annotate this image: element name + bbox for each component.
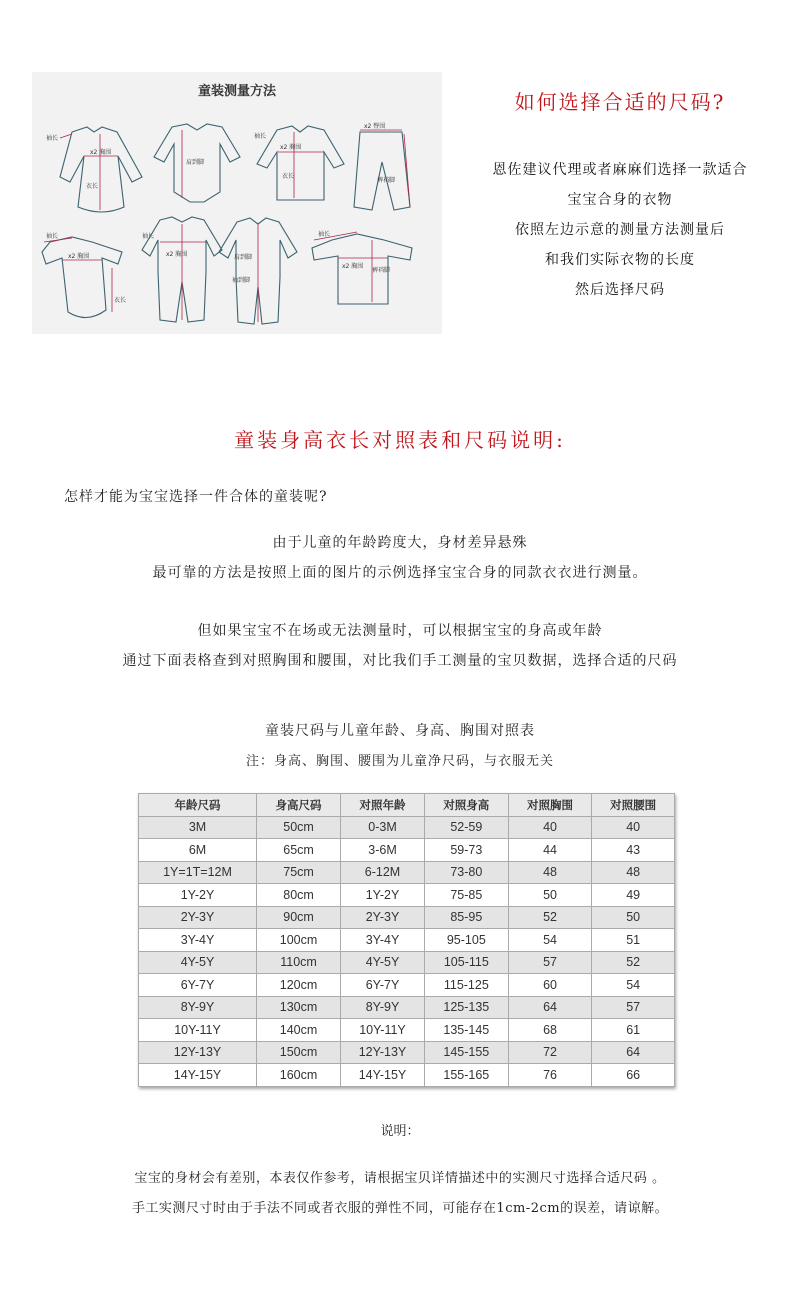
table-cell: 48 xyxy=(508,861,592,884)
measure-panel-title: 童装测量方法 xyxy=(197,84,276,99)
chest-label-1: x2 胸围 xyxy=(90,149,112,156)
table-row xyxy=(139,861,675,884)
table-cell: 73-80 xyxy=(424,861,508,884)
table-cell: 6-12M xyxy=(341,861,425,884)
chest-label-3: x2 胸围 xyxy=(68,253,90,260)
how-to-line: 恩佐建议代理或者麻麻们选择一款适合 xyxy=(492,162,748,178)
paragraph-line: 最可靠的方法是按照上面的图片的示例选择宝宝合身的同款衣衣进行测量。 xyxy=(152,565,648,581)
table-cell: 3Y-4Y xyxy=(341,929,425,952)
to-ankle-label: 袖到脚 xyxy=(232,277,251,284)
table-row xyxy=(139,1064,675,1087)
table-cell: 14Y-15Y xyxy=(139,1064,257,1087)
table-cell: 52-59 xyxy=(424,816,508,839)
hips-label: x2 臀围 xyxy=(364,123,386,130)
sleeve-label-4: 袖长 xyxy=(142,233,155,240)
table-cell: 3M xyxy=(139,816,257,839)
column-header: 身高尺码 xyxy=(257,794,341,817)
table-cell: 95-105 xyxy=(424,929,508,952)
table-cell: 43 xyxy=(592,839,675,862)
explanation-text xyxy=(0,1164,800,1224)
table-cell: 105-115 xyxy=(424,951,508,974)
table-cell: 120cm xyxy=(257,974,341,997)
length-label-2: 衣长 xyxy=(282,173,295,180)
column-header: 对照胸围 xyxy=(508,794,592,817)
how-to-line: 宝宝合身的衣物 xyxy=(567,192,673,208)
table-cell: 140cm xyxy=(257,1019,341,1042)
chest-label-4: x2 胸围 xyxy=(166,251,188,258)
crotch-label-1: 肩到脚 xyxy=(186,159,205,166)
table-row xyxy=(139,1019,675,1042)
column-header: 对照年龄 xyxy=(341,794,425,817)
table-cell: 72 xyxy=(508,1041,592,1064)
explanation-line: 宝宝的身材会有差别，本表仅作参考，请根据宝贝详情描述中的实测尺寸选择合适尺码 。 xyxy=(134,1171,666,1186)
table-note: 注：身高、胸围、腰围为儿童净尺码，与衣服无关 xyxy=(245,754,554,769)
table-row xyxy=(139,996,675,1019)
table-cell: 50 xyxy=(508,884,592,907)
table-cell: 155-165 xyxy=(424,1064,508,1087)
table-cell: 115-125 xyxy=(424,974,508,997)
table-cell: 76 xyxy=(508,1064,592,1087)
table-cell: 2Y-3Y xyxy=(341,906,425,929)
table-row xyxy=(139,884,675,907)
romper-outline xyxy=(42,237,122,318)
table-cell: 50 xyxy=(592,906,675,929)
measurement-illustration xyxy=(32,72,442,334)
length-label-1: 衣长 xyxy=(86,183,99,190)
shirt-outline xyxy=(257,126,344,200)
chest-label-2: x2 胸围 xyxy=(280,144,302,151)
table-row xyxy=(139,929,675,952)
table-cell: 90cm xyxy=(257,906,341,929)
table-cell: 4Y-5Y xyxy=(139,951,257,974)
table-cell: 145-155 xyxy=(424,1041,508,1064)
table-cell: 48 xyxy=(592,861,675,884)
table-cell: 52 xyxy=(592,951,675,974)
table-cell: 44 xyxy=(508,839,592,862)
length-label-3: 衣长 xyxy=(114,297,127,304)
how-to-line: 和我们实际衣物的长度 xyxy=(545,252,695,268)
paragraph-line: 由于儿童的年龄跨度大，身材差异悬殊 xyxy=(272,535,528,551)
table-cell: 64 xyxy=(592,1041,675,1064)
table-cell: 85-95 xyxy=(424,906,508,929)
garment-diagrams xyxy=(32,72,442,334)
table-cell: 100cm xyxy=(257,929,341,952)
table-cell: 54 xyxy=(508,929,592,952)
inseam-label-1: 裤裆脚 xyxy=(377,177,396,184)
table-row xyxy=(139,951,675,974)
table-cell: 130cm xyxy=(257,996,341,1019)
sleeve-label-3: 袖长 xyxy=(46,233,59,240)
table-cell: 135-145 xyxy=(424,1019,508,1042)
table-cell: 68 xyxy=(508,1019,592,1042)
table-title: 童装尺码与儿童年龄、身高、胸围对照表 xyxy=(265,723,535,739)
table-row xyxy=(139,816,675,839)
table-cell: 8Y-9Y xyxy=(341,996,425,1019)
chest-label-5: x2 胸围 xyxy=(342,263,364,270)
table-cell: 160cm xyxy=(257,1064,341,1087)
sleeve-label-2: 袖长 xyxy=(254,133,267,140)
table-cell: 40 xyxy=(508,816,592,839)
table-row xyxy=(139,974,675,997)
table-body xyxy=(139,816,675,1086)
table-cell: 51 xyxy=(592,929,675,952)
section-title: 童装身高衣长对照表和尺码说明: xyxy=(234,428,566,452)
table-cell: 1Y-2Y xyxy=(139,884,257,907)
table-cell: 6Y-7Y xyxy=(341,974,425,997)
table-cell: 12Y-13Y xyxy=(341,1041,425,1064)
inseam-label-2: 裤裆脚 xyxy=(372,267,391,274)
table-row xyxy=(139,839,675,862)
table-cell: 10Y-11Y xyxy=(139,1019,257,1042)
table-cell: 59-73 xyxy=(424,839,508,862)
table-cell: 57 xyxy=(592,996,675,1019)
table-cell: 3-6M xyxy=(341,839,425,862)
paragraph-line: 通过下面表格查到对照胸围和腰围，对比我们手工测量的宝贝数据，选择合适的尺码 xyxy=(122,653,678,669)
table-header-row xyxy=(139,794,675,817)
column-header: 对照身高 xyxy=(424,794,508,817)
table-cell: 50cm xyxy=(257,816,341,839)
table-cell: 3Y-4Y xyxy=(139,929,257,952)
table-cell: 60 xyxy=(508,974,592,997)
table-cell: 4Y-5Y xyxy=(341,951,425,974)
how-to-text xyxy=(460,155,780,305)
how-to-title: 如何选择合适的尺码? xyxy=(514,90,726,114)
table-cell: 6Y-7Y xyxy=(139,974,257,997)
column-header: 年龄尺码 xyxy=(139,794,257,817)
table-cell: 150cm xyxy=(257,1041,341,1064)
table-cell: 54 xyxy=(592,974,675,997)
how-to-line: 依照左边示意的测量方法测量后 xyxy=(515,222,725,238)
table-cell: 2Y-3Y xyxy=(139,906,257,929)
table-cell: 64 xyxy=(508,996,592,1019)
how-to-line: 然后选择尺码 xyxy=(575,282,665,298)
sleeve-label-1: 袖长 xyxy=(46,135,59,142)
size-table xyxy=(138,793,675,1087)
table-cell: 52 xyxy=(508,906,592,929)
table-cell: 125-135 xyxy=(424,996,508,1019)
table-cell: 12Y-13Y xyxy=(139,1041,257,1064)
paragraph-1 xyxy=(0,528,800,588)
table-row xyxy=(139,1041,675,1064)
explanation-line: 手工实测尺寸时由于手法不同或者衣服的弹性不同，可能存在1cm-2cm的误差，请谅解。 xyxy=(131,1201,669,1216)
table-cell: 80cm xyxy=(257,884,341,907)
table-cell: 14Y-15Y xyxy=(341,1064,425,1087)
table-cell: 57 xyxy=(508,951,592,974)
explanation-label: 说明： xyxy=(380,1124,420,1139)
table-cell: 49 xyxy=(592,884,675,907)
dress-outline xyxy=(60,127,142,212)
table-cell: 0-3M xyxy=(341,816,425,839)
table-cell: 10Y-11Y xyxy=(341,1019,425,1042)
table-row xyxy=(139,906,675,929)
table-cell: 6M xyxy=(139,839,257,862)
table-cell: 110cm xyxy=(257,951,341,974)
table-cell: 66 xyxy=(592,1064,675,1087)
pants-outline xyxy=(354,132,410,210)
table-cell: 8Y-9Y xyxy=(139,996,257,1019)
sleeve-label-5: 袖长 xyxy=(318,231,331,238)
paragraph-2 xyxy=(0,616,800,676)
crotch-label-2: 肩到脚 xyxy=(234,254,253,261)
column-header: 对照腰围 xyxy=(592,794,675,817)
table-cell: 61 xyxy=(592,1019,675,1042)
table-cell: 40 xyxy=(592,816,675,839)
table-cell: 65cm xyxy=(257,839,341,862)
question-text: 怎样才能为宝宝选择一件合体的童装呢? xyxy=(64,489,328,505)
table-cell: 75cm xyxy=(257,861,341,884)
table-cell: 75-85 xyxy=(424,884,508,907)
table-cell: 1Y-2Y xyxy=(341,884,425,907)
paragraph-line: 但如果宝宝不在场或无法测量时，可以根据宝宝的身高或年龄 xyxy=(197,623,603,639)
table-cell: 1Y=1T=12M xyxy=(139,861,257,884)
